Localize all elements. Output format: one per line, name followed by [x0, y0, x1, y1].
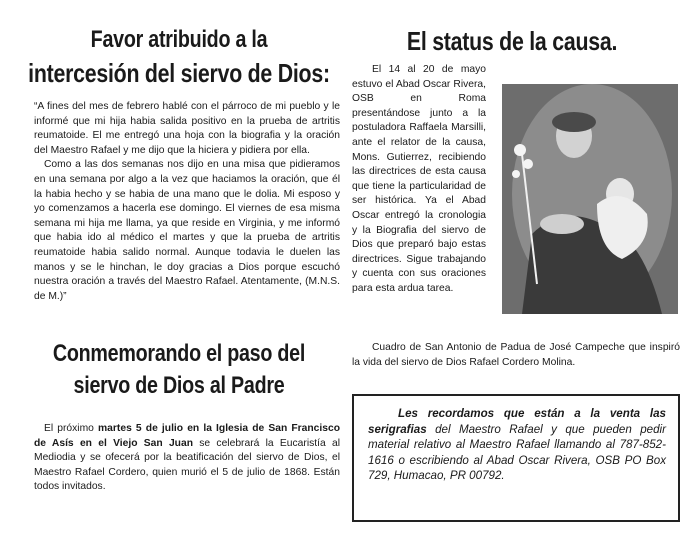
mass-announcement [34, 422, 340, 495]
commemoration-headline-line1: Conmemorando el paso del [52, 340, 306, 367]
notice-intro: Les recordamos que están a la venta las [398, 407, 666, 420]
serigraph-notice-box [352, 394, 680, 522]
announcement-details: se celebrará la Eucaristía al Mediodia y se ofecerá por la beatificación del siervo de Dios, el Maestro Rafael Cordero, quien murió el 5 de julio de 1868. Están todos invitados. [34, 437, 340, 493]
favor-headline-line2: intercesión del siervo de Dios: [28, 58, 330, 88]
status-headline: El status de la causa. [406, 26, 618, 56]
testimony-quote [34, 100, 340, 304]
san-antonio-painting [502, 84, 678, 314]
announcement-date-place: martes 5 de julio en la Iglesia de San Francisco de Asís en el Viejo San Juan [34, 423, 341, 449]
mass-announcement-paragraph [34, 422, 340, 495]
announcement-intro: El próximo [44, 423, 99, 434]
painting-caption-text: Cuadro de San Antonio de Padua de José Campeche que inspiró la vida del siervo de Dios Rafael Cordero Molina. [352, 342, 680, 368]
favor-headline-line1: Favor atribuido a la [90, 26, 268, 53]
serigraph-notice-text [368, 406, 666, 484]
notice-serigrafias: serigrafias [368, 422, 427, 436]
commemoration-headline-line2: siervo de Dios al Padre [73, 372, 285, 399]
status-article [352, 63, 486, 297]
painting-caption [352, 341, 680, 370]
testimony-paragraph-1: “A fines del mes de febrero hablé con el párroco de mi pueblo y le informé que mi hija habia salida positivo en la prueba de artritis reumatoide. El me entregó una hoja con la biografia y la oración del Maestro Rafael y me dijo que la hiciera y pidiera por ella. [34, 101, 340, 156]
notice-contact: del Maestro Rafael y que pueden pedir material relativo al Maestro Rafael llamando al 787-852-1616 o escribiendo al Abad Oscar Rivera, OSB PO Box 729, Humacao, PR 00792. [368, 422, 666, 483]
status-paragraph: El 14 al 20 de mayo estuvo el Abad Oscar Rivera, OSB en Roma presentándose junto a la postuladora Raffaela Marsilli, ante el relator de la causa, Mons. Gutierrez, recibiendo las directrices de esta causa que tiene la particularidad de ser histórica. Ya el Abad Oscar entregó la cronologia y la Biografia del siervo de Dios que preparó bajo estas directrices. Sigue trabajando y cuenta con sus oraciones para esta ardua tarea. [352, 64, 486, 294]
testimony-paragraph-2: Como a las dos semanas nos dijo en una misa que pidieramos en una semana por algo a la vez que haciamos la oración, que él la habia hecho y se habia de una mano que le dolia. Mi esposo y yo comenzamos a hacerla ese domingo. El viernes de esa misma semana mi hija me llama, ya que reside en Virginia, y me informó que habia ido al médico el martes y que la prueba de artritis reumatoide habia salido normal. Aunque todavia le duelen las manos y se le hinchan, le doy gracias a Dios porque escuchó nuestra oración a través del Maestro Rafael. Atentamente, (M.N.S. de M.)” [34, 159, 340, 302]
